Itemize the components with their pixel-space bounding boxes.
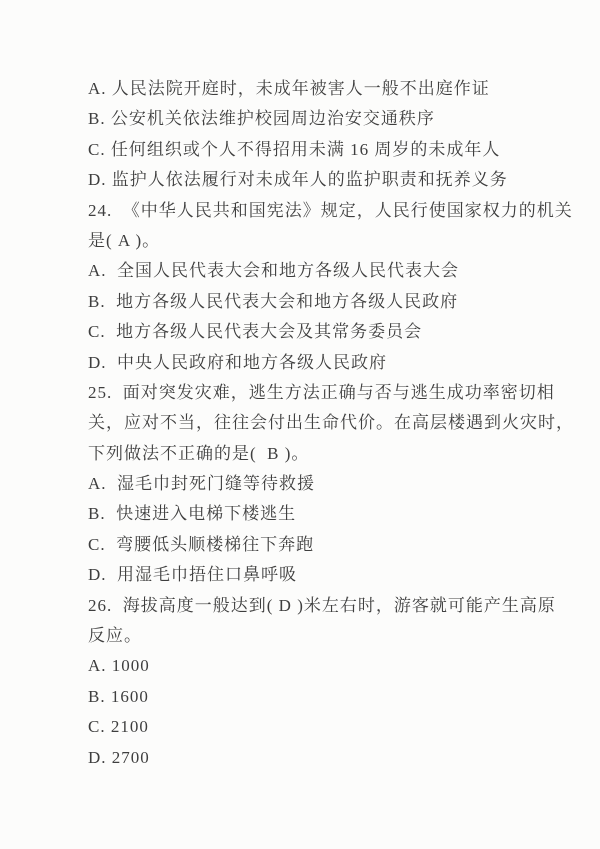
q24-option-c: C. 地方各级人民代表大会及其常务委员会 (88, 322, 423, 342)
q23-option-b: B. 公安机关依法维护校园周边治安交通秩序 (88, 109, 435, 129)
q26-option-a: A. 1000 (88, 656, 150, 676)
q24-option-d: D. 中央人民政府和地方各级人民政府 (88, 352, 388, 372)
exam-text-block (88, 74, 590, 773)
q25-stem-line-1: 25. 面对突发灾难，逃生方法正确与否与逃生成功率密切相 (88, 382, 555, 402)
q25-stem-line-3: 下列做法不正确的是( B )。 (88, 443, 310, 463)
q26-stem-line-2: 反应。 (88, 626, 142, 646)
q25-stem-line-2: 关，应对不当，往往会付出生命代价。在高层楼遇到火灾时， (88, 413, 574, 433)
q26-stem-line-1: 26. 海拔高度一般达到( D )米左右时，游客就可能产生高原 (88, 595, 556, 615)
q25-option-b: B. 快速进入电梯下楼逃生 (88, 504, 297, 524)
q23-option-c: C. 任何组织或个人不得招用未满 16 周岁的未成年人 (88, 139, 501, 159)
q24-option-a: A. 全国人民代表大会和地方各级人民代表大会 (88, 261, 460, 281)
q24-stem-line-1: 24. 《中华人民共和国宪法》规定，人民行使国家权力的机关 (88, 200, 573, 220)
q25-option-a: A. 湿毛巾封死门缝等待救援 (88, 474, 316, 494)
q23-option-d: D. 监护人依法履行对未成年人的监护职责和抚养义务 (88, 170, 508, 190)
q26-option-d: D. 2700 (88, 747, 150, 767)
q24-option-b: B. 地方各级人民代表大会和地方各级人民政府 (88, 291, 459, 311)
q23-option-a: A. 人民法院开庭时，未成年被害人一般不出庭作证 (88, 79, 490, 98)
q26-option-b: B. 1600 (88, 686, 149, 706)
q24-stem-line-2: 是( A )。 (88, 230, 161, 250)
q26-option-c: C. 2100 (88, 717, 149, 737)
q25-option-c: C. 弯腰低头顺楼梯往下奔跑 (88, 534, 315, 554)
q25-option-d: D. 用湿毛巾捂住口鼻呼吸 (88, 565, 298, 585)
